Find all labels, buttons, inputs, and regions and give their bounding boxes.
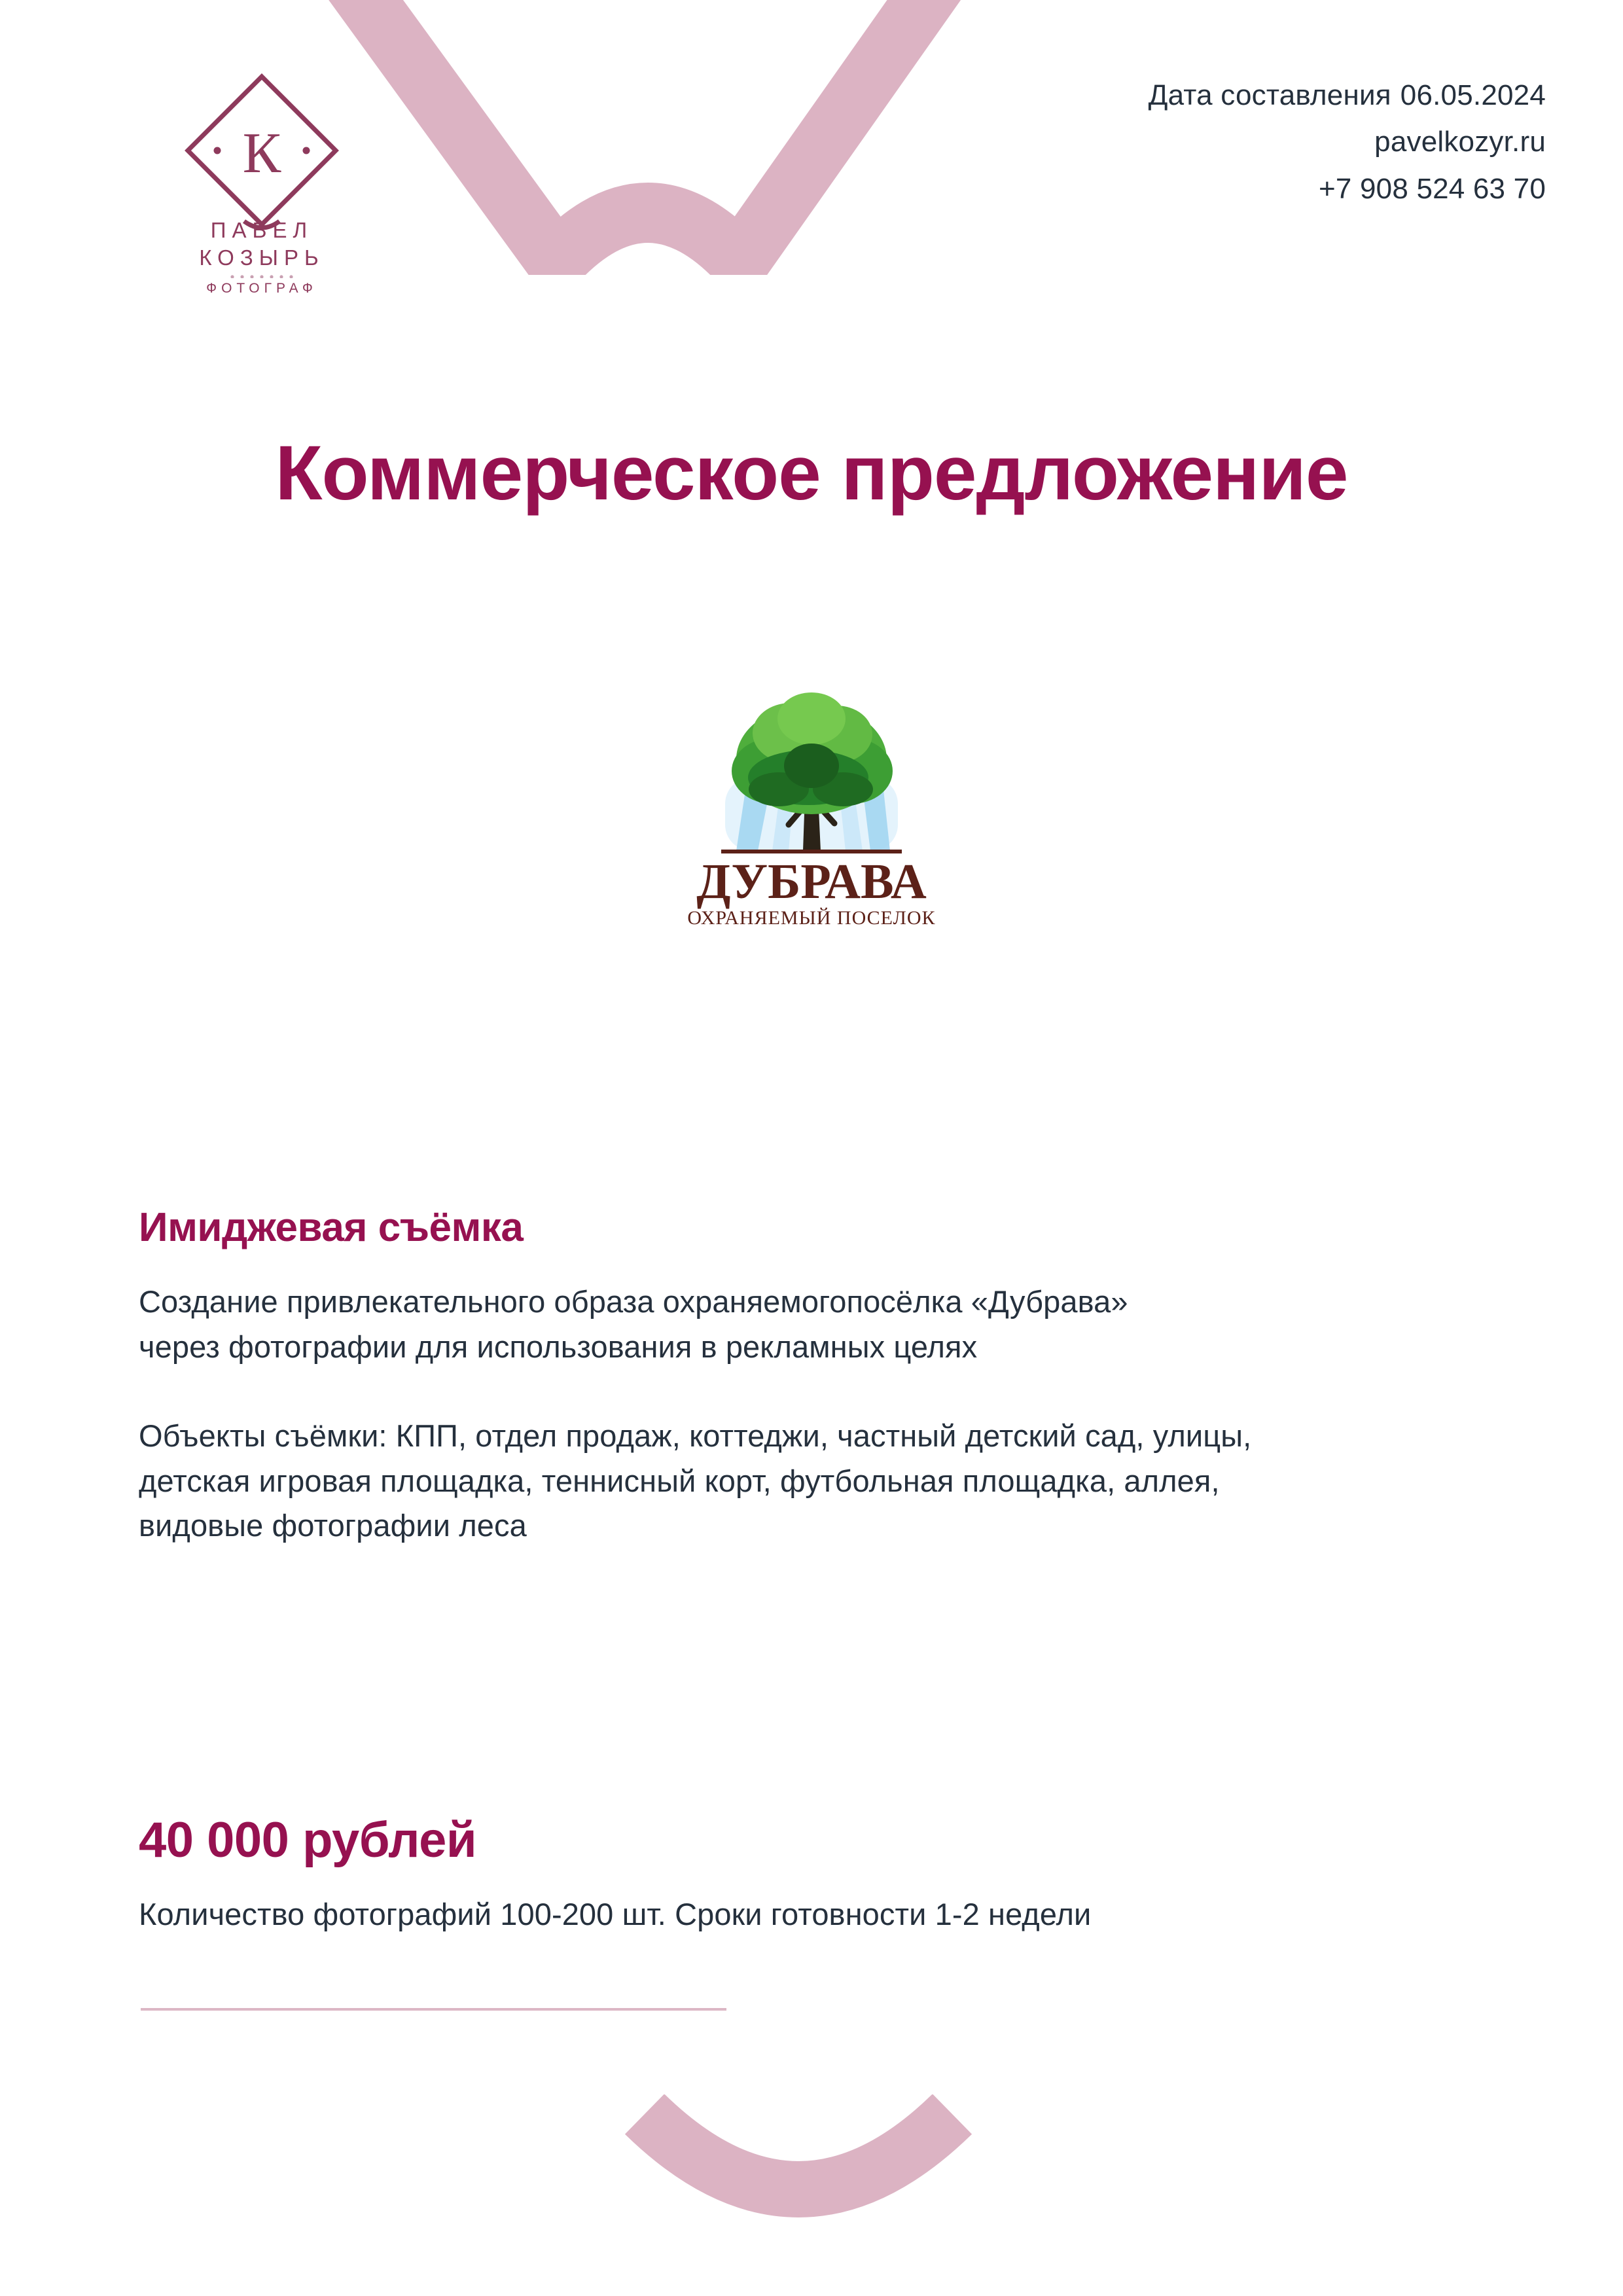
photographer-logo — [167, 62, 357, 296]
website-line[interactable]: pavelkozyr.ru — [1374, 126, 1546, 158]
client-logo-tagline: ОХРАНЯЕМЫЙ ПОСЕЛОК — [687, 907, 936, 929]
logo-role: ФОТОГРАФ — [206, 281, 317, 296]
bottom-arc-decoration — [615, 2094, 982, 2251]
contact-block — [1149, 72, 1546, 212]
logo-name-line2: КОЗЫРЬ — [199, 245, 325, 270]
offer-objects-line1: Объекты съёмки: КПП, отдел продаж, коттеджи, частный детский сад, улицы, — [139, 1418, 1252, 1454]
tree-foliage — [732, 692, 893, 814]
price-note: Количество фотографий 100-200 шт. Сроки готовности 1-2 недели — [139, 1897, 1092, 1931]
offer-section — [139, 1204, 1533, 1549]
offer-description-line2: через фотографии для использования в рекламных целях — [139, 1329, 978, 1364]
client-logo-dubrava — [674, 661, 949, 936]
page-title: Коммерческое предложение — [275, 430, 1348, 516]
phone-line[interactable]: +7 908 524 63 70 — [1319, 172, 1546, 205]
logo-name-line1: ПАВЕЛ — [210, 218, 313, 242]
date-value: 06.05.2024 — [1400, 79, 1546, 111]
section-divider — [141, 2008, 726, 2011]
dot-divider — [230, 275, 293, 278]
price-block — [139, 1812, 1533, 1932]
price-amount: 40 000 рублей — [139, 1812, 477, 1868]
top-zigzag-decoration — [281, 0, 1211, 275]
offer-objects-line3: видовые фотографии леса — [139, 1508, 527, 1543]
offer-description — [139, 1280, 1533, 1369]
offer-objects-line2: детская игровая площадка, теннисный корт, футбольная площадка, аллея, — [139, 1463, 1220, 1498]
client-logo-name: ДУБРАВА — [696, 854, 927, 909]
offer-objects — [139, 1414, 1533, 1549]
offer-description-line1: Создание привлекательного образа охраняемогопосёлка «Дубрава» — [139, 1284, 1128, 1319]
offer-heading: Имиджевая съёмка — [139, 1205, 524, 1250]
ground-line — [721, 850, 902, 853]
date-label: Дата составления — [1148, 79, 1391, 111]
monogram-letter: К — [242, 122, 281, 185]
date-line — [1149, 72, 1546, 118]
